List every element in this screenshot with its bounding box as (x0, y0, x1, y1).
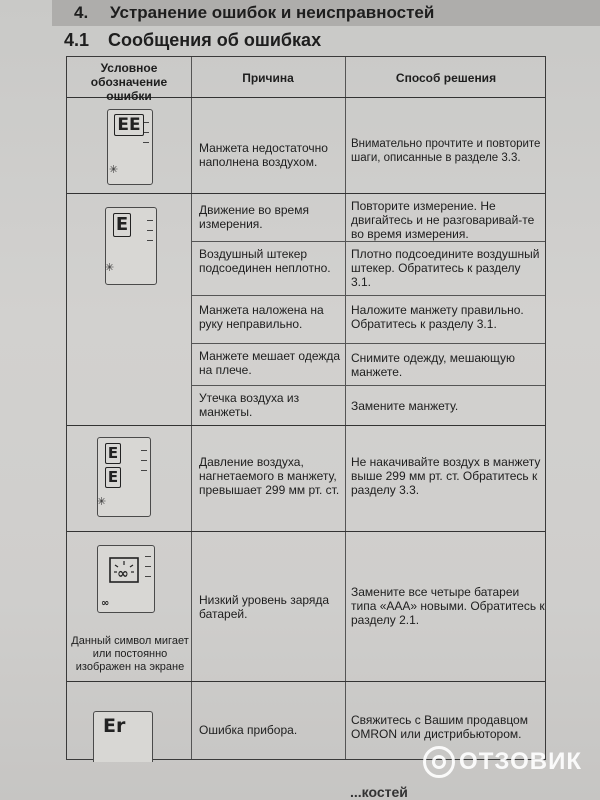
heart-icon: ✳ (97, 496, 107, 508)
row-divider (191, 343, 545, 344)
solution-text: Замените манжету. (351, 399, 459, 413)
section-header (52, 0, 600, 26)
solution-text: Снимите одежду, мешающую манжете. (351, 351, 515, 379)
header-symbol: Условное обозначение ошибки (90, 61, 168, 103)
header-cause: Причина (242, 71, 294, 85)
row-divider (191, 241, 545, 242)
cause-text: Ошибка прибора. (199, 723, 298, 737)
column-divider (345, 57, 346, 759)
cause-text: Низкий уровень заряда батарей. (199, 593, 330, 621)
row-divider (67, 531, 545, 532)
header-solution: Способ решения (395, 71, 497, 85)
solution-text: Внимательно прочтите и повторите шаги, описанные в разделе 3.3. (351, 138, 541, 164)
row-divider (67, 425, 545, 426)
cause-text: Движение во время измерения. (199, 203, 309, 231)
heart-icon: ✳ (109, 164, 119, 176)
solution-text: Наложите манжету правильно. Обратитесь к разделу 3.1. (351, 303, 524, 331)
section-title: Устранение ошибок и неисправностей (110, 3, 435, 22)
solution-text: Замените все четыре батареи типа «AAA» новыми. Обратитесь к разделу 2.1. (351, 585, 545, 627)
error-code-e-upper: E (105, 443, 121, 464)
watermark-circle-icon (423, 746, 455, 778)
cause-text: Манжета наложена на руку неправильно. (199, 303, 324, 331)
cause-text: Манжете мешает одежда на плече. (199, 349, 341, 377)
column-divider (191, 57, 192, 759)
subsection-title: Сообщения об ошибках (108, 30, 322, 50)
solution-text: Повторите измерение. Не двигайтесь и не разговаривай-те во время измерения. (351, 199, 535, 241)
subsection-number: 4.1 (64, 30, 90, 50)
cause-text: Давление воздуха, нагнетаемого в манжету, превышает 299 мм рт. ст. (199, 455, 340, 497)
infinity-symbol: ∞ (117, 566, 129, 582)
row-divider (67, 193, 545, 194)
error-code-e-lower: E (105, 467, 121, 488)
infinity-symbol-small: ∞ (101, 598, 110, 609)
row-divider (191, 385, 545, 386)
cause-text: Утечка воздуха из манжеты. (199, 391, 300, 419)
solution-text: Свяжитесь с Вашим продавцом OMRON или дистрибьютором. (351, 713, 528, 741)
error-code-er: Er (103, 715, 126, 737)
cause-text: Манжета недостаточно наполнена воздухом. (199, 141, 328, 169)
row-divider (67, 681, 545, 682)
heart-icon: ✳ (105, 262, 115, 274)
solution-text: Плотно подсоедините воздушный штекер. Обратитесь к разделу 3.1. (351, 247, 540, 289)
footer-fragment: ...костей (350, 784, 408, 800)
watermark-logo (423, 746, 582, 778)
cause-text: Воздушный штекер подсоединен неплотно. (199, 247, 331, 275)
symbol-note: Данный символ мигает или постоянно изображен на экране (71, 635, 189, 673)
watermark-text: ОТЗОВИК (459, 748, 582, 775)
section-number: 4. (74, 3, 89, 22)
error-code-ee: EE (114, 114, 144, 136)
error-table (66, 56, 546, 760)
solution-text: Не накачивайте воздух в манжету выше 299 мм рт. ст. Обратитесь к разделу 3.3. (351, 455, 541, 497)
error-code-e: E (113, 213, 131, 237)
subsection-header (64, 30, 321, 51)
row-divider (191, 295, 545, 296)
